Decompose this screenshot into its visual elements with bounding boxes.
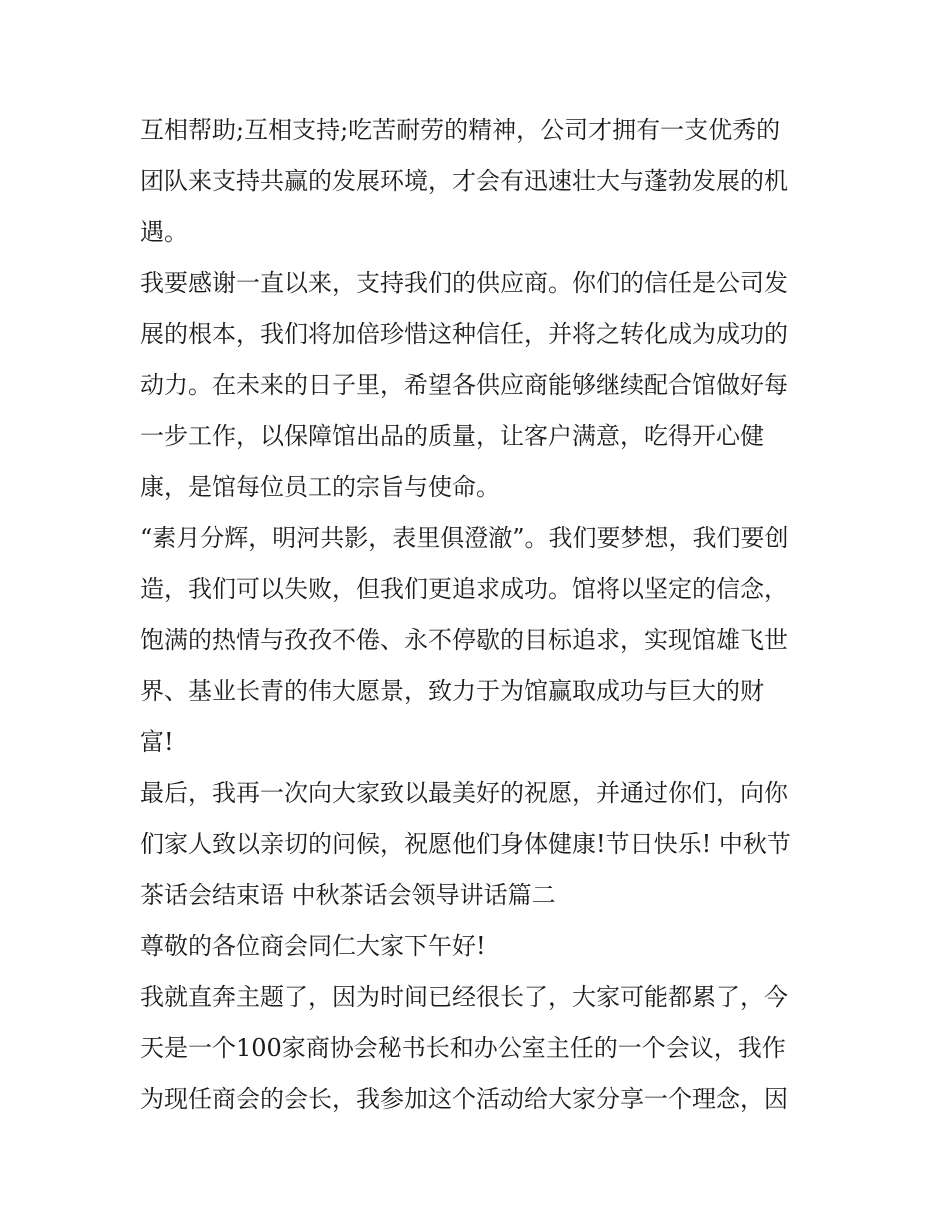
text-line: 茶话会结束语 中秋茶话会领导讲话篇二: [140, 881, 556, 909]
text-line: 互相帮助;互相支持;吃苦耐劳的精神，公司才拥有一支优秀的: [140, 116, 781, 144]
text-line: 界、基业长青的伟大愿景，致力于为馆赢取成功与巨大的财: [140, 677, 764, 705]
text-line: 遇。: [140, 218, 188, 246]
text-line: 动力。在未来的日子里，希望各供应商能够继续配合馆做好每: [140, 371, 788, 399]
text-line: 展的根本，我们将加倍珍惜这种信任，并将之转化成为成功的: [140, 320, 788, 348]
text-line: 们家人致以亲切的问候，祝愿他们身体健康!节日快乐! 中秋节: [140, 830, 791, 858]
text-line: 造，我们可以失败，但我们更追求成功。馆将以坚定的信念，: [140, 575, 788, 603]
text-line: “素月分辉，明河共影，表里俱澄澈”。我们要梦想，我们要创: [140, 524, 789, 552]
text-line: 团队来支持共赢的发展环境，才会有迅速壮大与蓬勃发展的机: [140, 167, 788, 195]
document-body: [140, 105, 820, 1125]
text-line: 富!: [140, 728, 174, 756]
text-line: 康，是馆每位员工的宗旨与使命。: [140, 473, 500, 501]
text-line: 天是一个100家商协会秘书长和办公室主任的一个会议，我作: [140, 1034, 786, 1062]
text-line: 尊敬的各位商会同仁大家下午好!: [140, 932, 486, 960]
text-line: 一步工作，以保障馆出品的质量，让客户满意，吃得开心健: [140, 422, 764, 450]
text-line: 饱满的热情与孜孜不倦、永不停歇的目标追求，实现馆雄飞世: [140, 626, 788, 654]
text-line: 最后，我再一次向大家致以最美好的祝愿，并通过你们，向你: [140, 779, 788, 807]
text-line: 我要感谢一直以来，支持我们的供应商。你们的信任是公司发: [140, 269, 788, 297]
text-line: 我就直奔主题了，因为时间已经很长了，大家可能都累了，今: [140, 983, 788, 1011]
text-line: 为现任商会的会长，我参加这个活动给大家分享一个理念，因: [140, 1085, 788, 1113]
